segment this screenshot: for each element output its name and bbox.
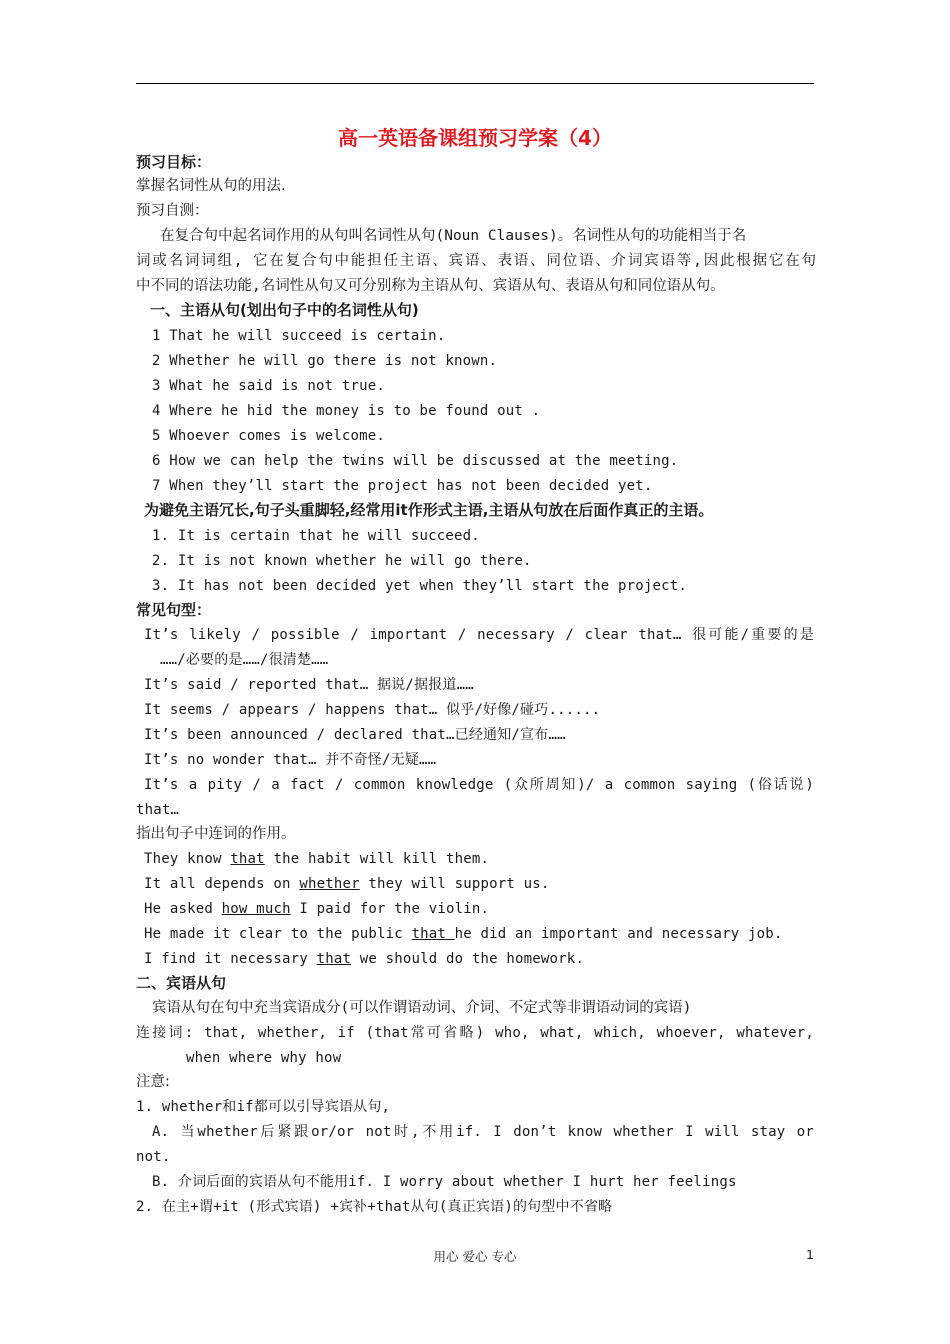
section2-heading: 二、宾语从句 bbox=[136, 974, 227, 992]
connective-example bbox=[144, 922, 824, 947]
subject-example: 1 That he will succeed is certain. bbox=[152, 328, 446, 344]
it-subject-note: 为避免主语冗长,句子头重脚轻,经常用it作形式主语,主语从句放在后面作真正的主语。 bbox=[144, 501, 714, 519]
patterns-heading: 常见句型： bbox=[136, 601, 212, 619]
note-item: 1. whether和if都可以引导宾语从句, bbox=[136, 1099, 391, 1115]
subject-example: 5 Whoever comes is welcome. bbox=[152, 428, 385, 444]
example-text: He made it clear to the public bbox=[144, 926, 412, 942]
note-item: 2. 在主+谓+it (形式宾语) +宾补+that从句(真正宾语)的句型中不省略 bbox=[136, 1199, 613, 1215]
connective-word: whether bbox=[299, 876, 360, 892]
connective-example bbox=[144, 947, 824, 972]
objective-text: 掌握名词性从句的用法. bbox=[136, 178, 286, 194]
it-example: 2. It is not known whether he will go there. bbox=[152, 553, 532, 569]
connective-example bbox=[144, 847, 824, 872]
intro-line-2: 词或名词词组, 它在复合句中能担任主语、宾语、表语、同位语、介词宾语等,因此根据它在句 bbox=[136, 253, 816, 269]
subject-example: 4 Where he hid the money is to be found out . bbox=[152, 403, 541, 419]
section1-heading: 一、主语从句(划出句子中的名词性从句) bbox=[150, 301, 419, 319]
note-item: not. bbox=[136, 1149, 171, 1165]
intro-line-3: 中不同的语法功能,名词性从句又可分别称为主语从句、宾语从句、表语从句和同位语从句。 bbox=[136, 278, 725, 294]
connective-word: how much bbox=[221, 901, 291, 917]
it-example: 3. It has not been decided yet when they’ll start the project. bbox=[152, 578, 687, 594]
subject-example: 2 Whether he will go there is not known. bbox=[152, 353, 498, 369]
objective-heading: 预习目标： bbox=[136, 153, 212, 171]
subject-example: 6 How we can help the twins will be discussed at the meeting. bbox=[152, 453, 679, 469]
pattern-line: It seems / appears / happens that… 似乎/好像/碰巧...... bbox=[144, 702, 601, 718]
pattern-line: It’s said / reported that… 据说/据报道…… bbox=[144, 677, 474, 693]
example-text: I paid for the violin. bbox=[290, 901, 490, 917]
example-text: we should do the homework. bbox=[351, 951, 585, 967]
pattern-line: It’s likely / possible / important / necessary / clear that… 很可能/重要的是 bbox=[144, 627, 814, 643]
connective-word: that bbox=[411, 926, 455, 942]
object-definition: 宾语从句在句中充当宾语成分(可以作谓语动词、介词、不定式等非谓语动词的宾语) bbox=[152, 1000, 692, 1016]
example-text: they will support us. bbox=[359, 876, 550, 892]
subject-example: 3 What he said is not true. bbox=[152, 378, 385, 394]
example-text: He asked bbox=[144, 901, 222, 917]
connective-heading: 指出句子中连词的作用。 bbox=[136, 826, 296, 842]
pattern-line: It’s no wonder that… 并不奇怪/无疑…… bbox=[144, 752, 437, 768]
it-example: 1. It is certain that he will succeed. bbox=[152, 528, 480, 544]
pattern-line: that… bbox=[136, 802, 180, 818]
connectives-line: 连接词: that, whether, if (that常可省略) who, what, which, whoever, whatever, bbox=[136, 1025, 814, 1041]
connective-word: that bbox=[316, 951, 352, 967]
connective-example bbox=[144, 872, 824, 897]
connective-word: that bbox=[230, 851, 265, 867]
subject-example: 7 When they’ll start the project has not been decided yet. bbox=[152, 478, 653, 494]
note-item: A. 当whether后紧跟or/or not时,不用if. I don’t know whether I will stay or bbox=[152, 1124, 814, 1140]
page-title: 高一英语备课组预习学案（4） bbox=[338, 126, 612, 150]
example-text: They know bbox=[144, 851, 231, 867]
example-text: he did an important and necessary job. bbox=[454, 926, 783, 942]
self-test-heading: 预习自测： bbox=[136, 203, 209, 219]
page-number: 1 bbox=[806, 1247, 814, 1262]
note-item: B. 介词后面的宾语从句不能用if. I worry about whether I hurt her feelings bbox=[152, 1174, 737, 1190]
example-text: It all depends on bbox=[144, 876, 300, 892]
connective-example bbox=[144, 897, 824, 922]
example-text: the habit will kill them. bbox=[264, 851, 490, 867]
pattern-line: It’s been announced / declared that…已经通知/宣布…… bbox=[144, 727, 566, 743]
intro-line-1: 在复合句中起名词作用的从句叫名词性从句(Noun Clauses)。名词性从句的功能相当于名 bbox=[160, 228, 747, 244]
page-footer: 用心 爱心 专心 bbox=[433, 1249, 517, 1264]
pattern-line: It’s a pity / a fact / common knowledge (众所周知)/ a common saying (俗话说) bbox=[144, 777, 814, 793]
pattern-line: ……/必要的是……/很清楚…… bbox=[160, 652, 329, 668]
connectives-line: when where why how bbox=[186, 1050, 342, 1066]
example-text: I find it necessary bbox=[144, 951, 317, 967]
header-rule bbox=[136, 83, 814, 84]
note-heading: 注意: bbox=[136, 1074, 170, 1090]
